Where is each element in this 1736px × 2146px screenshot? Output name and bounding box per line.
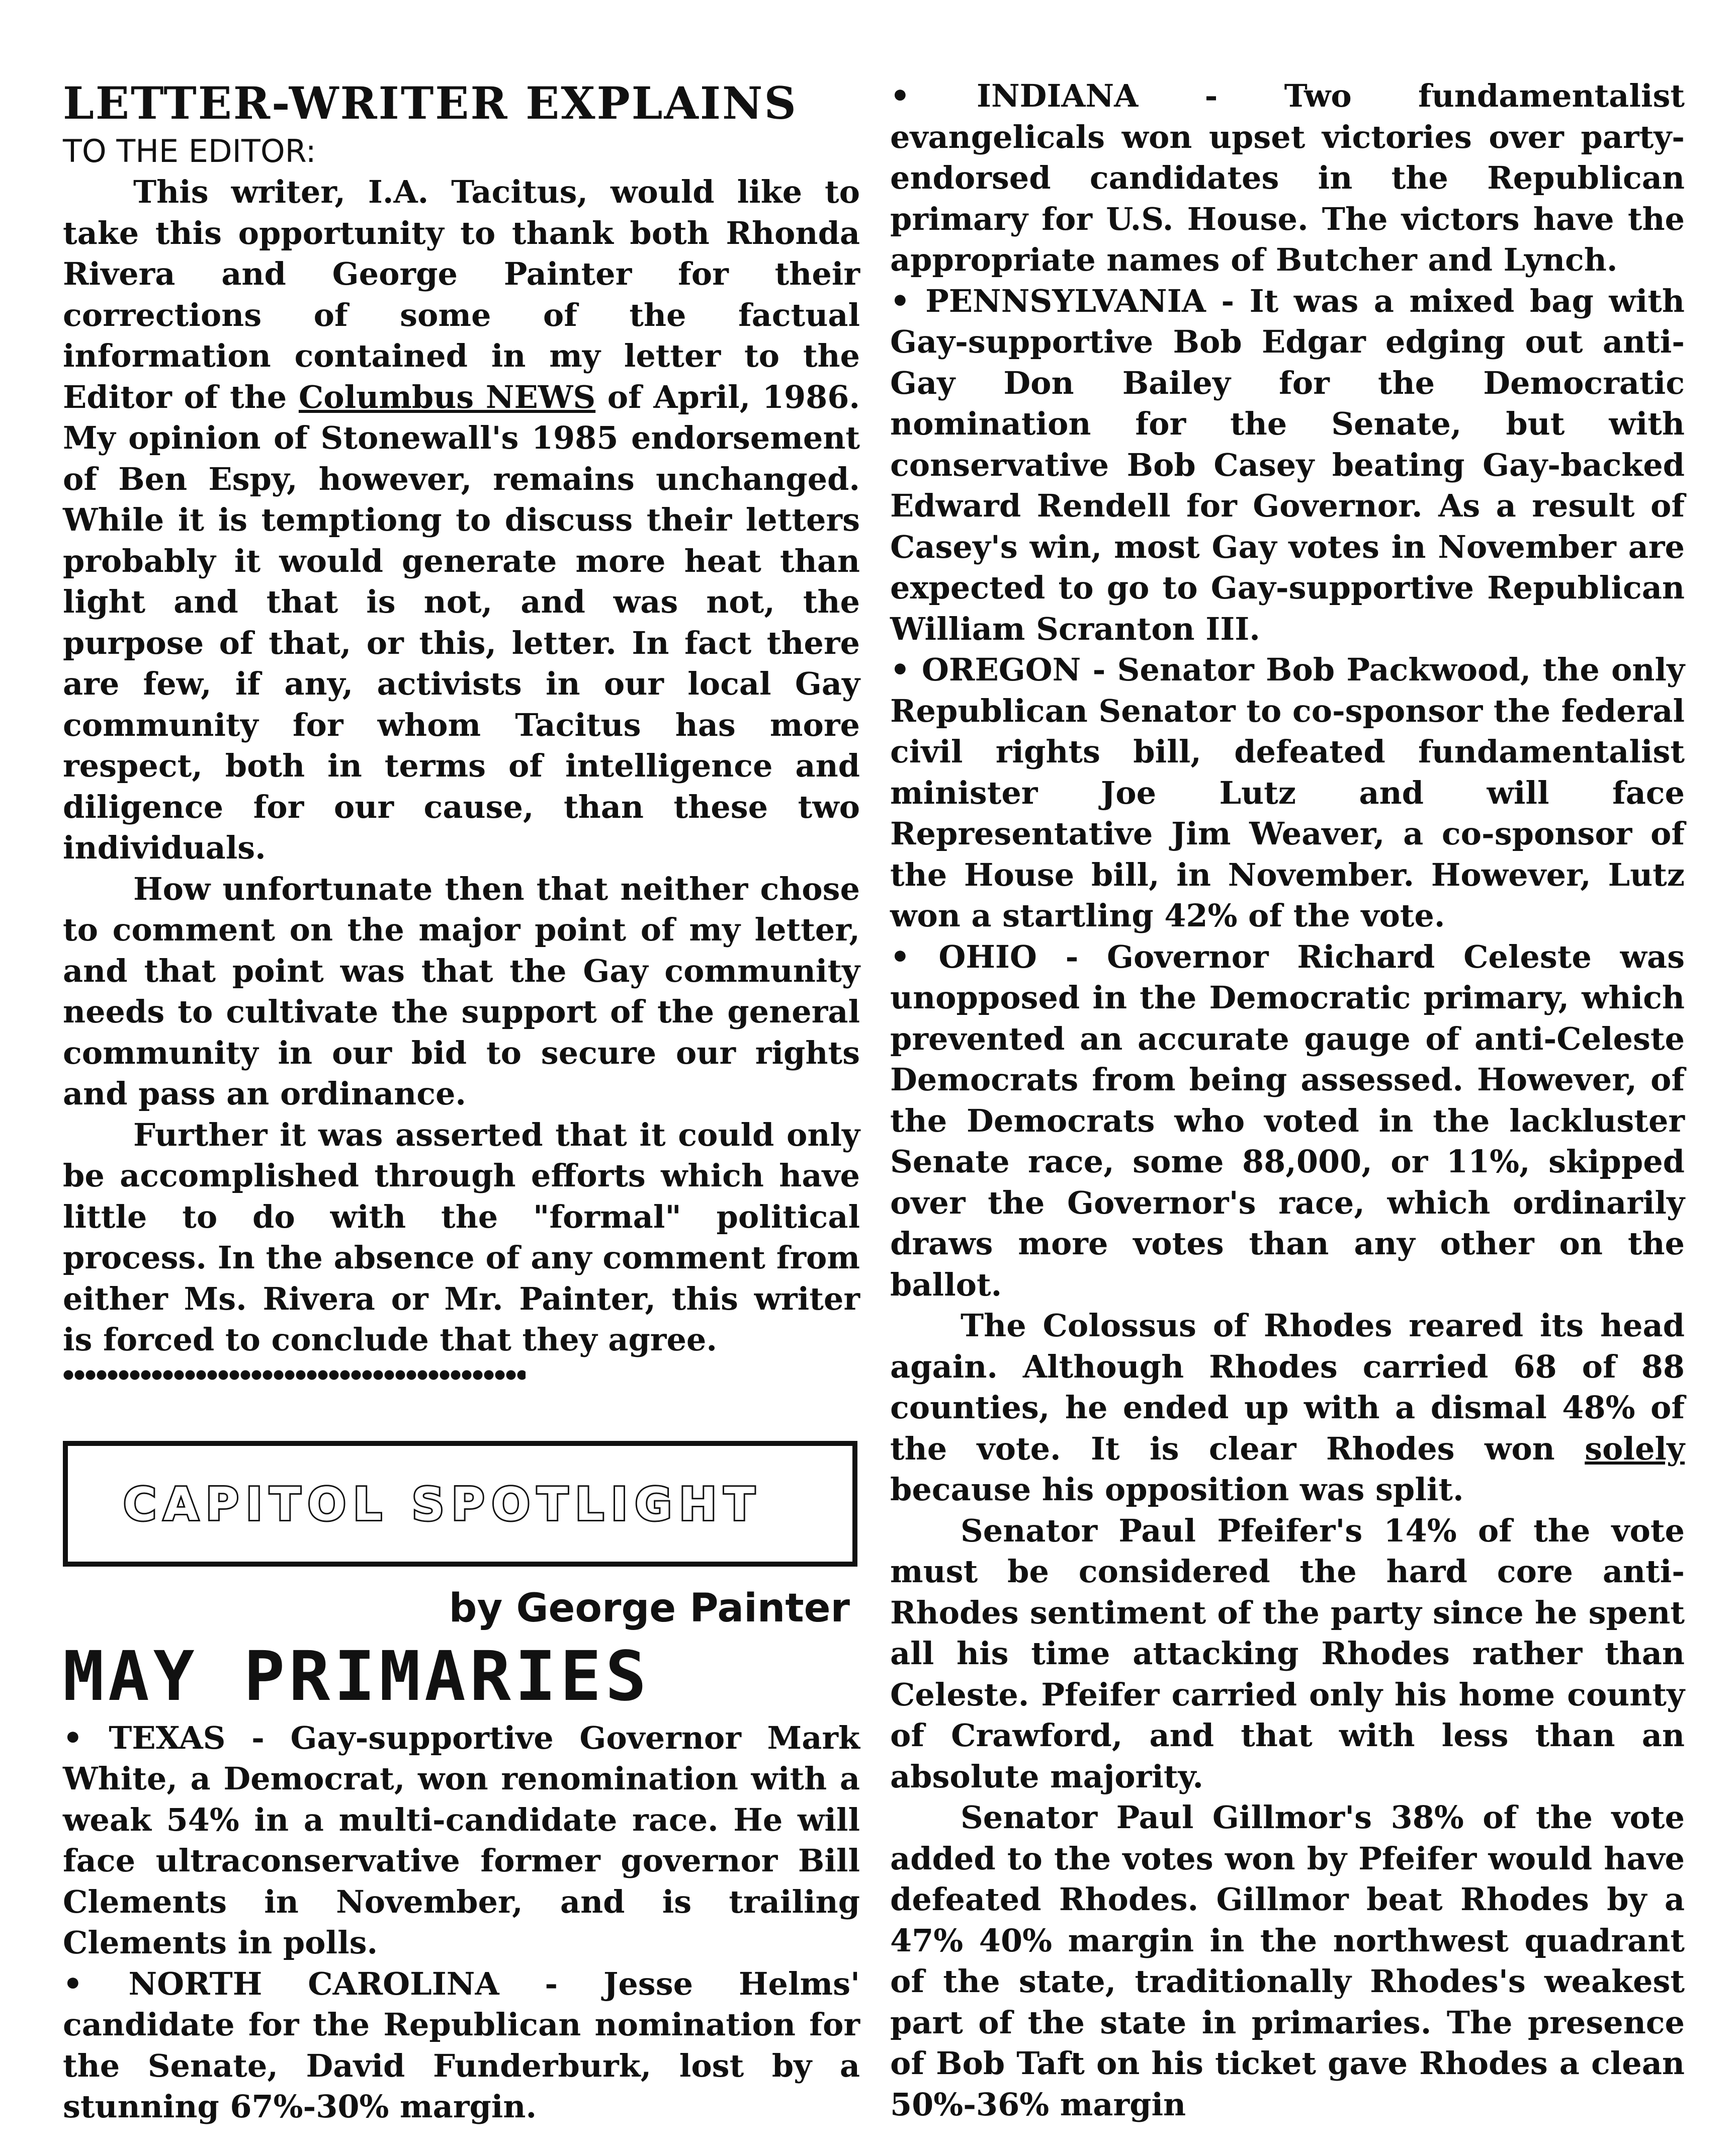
letter-p1-text-a: This writer, I.A. Tacitus, would like to take this opportunity to thank both Rhonda Rivera and George Painter for their corrections of some of the factual information contained in my letter to the Editor of the xyxy=(63,174,860,415)
letter-paragraph-3: Further it was asserted that it could only be accomplished through efforts which have little to do with the "formal" political process. In the absence of any comment from either Ms. Rivera or Mr. Painter, this writer is forced to conclude that they agree. xyxy=(63,1116,860,1358)
north-carolina-item: • NORTH CAROLINA - Jesse Helms' candidate for the Republican nomination for the Senate, David Funderburk, lost by a stunning 67%-30% margin. xyxy=(63,1965,860,2125)
emphasis-solely: solely xyxy=(1585,1430,1685,1467)
publication-name: Columbus NEWS xyxy=(298,378,596,415)
ohio-item: • OHIO - Governor Richard Celeste was unopposed in the Democratic primary, which prevented an accurate gauge of anti-Celeste Democrats from being assessed. However, of the Democrats who voted in the lackluster Senate race, some 88,000, or 11%, skipped over the Governor's race, which ordinarily draws more votes than any other on the ballot. xyxy=(890,938,1685,1303)
right-column xyxy=(890,75,1685,2125)
dotted-divider xyxy=(63,1369,526,1381)
indiana-item: • INDIANA - Two fundamentalist evangelicals won upset victories over party-endorsed candidates in the Republican primary for U.S. House. The victors have the appropriate names of Butcher and Lynch. xyxy=(890,77,1685,278)
pennsylvania-item: • PENNSYLVANIA - It was a mixed bag with Gay-supportive Bob Edgar edging out anti-Gay Don Bailey for the Democratic nomination for the Senate, but with conservative Bob Casey beating Gay-backed Edward Rendell for Governor. As a result of Casey's win, most Gay votes in November are expected to go to Gay-supportive Republican William Scranton III. xyxy=(890,282,1685,647)
ohio-analysis-paragraph-1 xyxy=(890,1305,1685,1510)
letter-paragraph-1 xyxy=(63,171,860,869)
ohio-analysis-paragraph-3: Senator Paul Gillmor's 38% of the vote added to the votes won by Pfeifer would have defeated Rhodes. Gillmor beat Rhodes by a 47% 40% margin in the northwest quadrant of the state, traditionally Rhodes's weakest part of the state in primaries. The presence of Bob Taft on his ticket gave Rhodes a clean 50%-36% margin xyxy=(890,1799,1685,2123)
capitol-spotlight-title: CAPITOL SPOTLIGHT xyxy=(123,1478,762,1531)
ohio-analysis-paragraph-2: Senator Paul Pfeifer's 14% of the vote must be considered the hard core anti-Rhodes sentiment of the party since he spent all his time attacking Rhodes rather than Celeste. Pfeifer carried only his home county of Crawford, and that with less than an absolute majority. xyxy=(890,1512,1685,1795)
letter-salutation: TO THE EDITOR: xyxy=(63,133,316,169)
section-heading: MAY PRIMARIES xyxy=(63,1637,651,1716)
oregon-item: • OREGON - Senator Bob Packwood, the only Republican Senator to co-sponsor the federal civil rights bill, defeated fundamentalist minister Joe Lutz and will face Representative Jim Weaver, a co-sponsor of the House bill, in November. However, Lutz won a startling 42% of the vote. xyxy=(890,651,1685,934)
letter-headline: LETTER-WRITER EXPLAINS xyxy=(63,77,798,129)
ohio-p1-text-b: because his opposition was split. xyxy=(890,1471,1464,1508)
capitol-spotlight-box xyxy=(63,1441,857,1567)
ohio-p1-text-a: The Colossus of Rhodes reared its head again. Although Rhodes carried 68 of 88 counties, he ended up with a dismal 48% of the vote. It is clear Rhodes won xyxy=(890,1307,1685,1467)
letter-p1-text-b: of April, 1986. My opinion of Stonewall's 1985 endorsement of Ben Espy, however, remains unchanged. While it is temptiong to discuss their letters probably it would generate more heat than light and that is not, and was not, the purpose of that, or this, letter. In fact there are few, if any, activists in our local Gay community for whom Tacitus has more respect, both in terms of intelligence and diligence for our cause, than these two individuals. xyxy=(63,378,860,866)
letter-paragraph-2: How unfortunate then that neither chose to comment on the major point of my letter, and that point was that the Gay community needs to cultivate the support of the general community in our bid to secure our rights and pass an ordinance. xyxy=(63,870,860,1112)
left-column xyxy=(63,75,860,2127)
texas-item: • TEXAS - Gay-supportive Governor Mark White, a Democrat, won renomination with a weak 54% in a multi-candidate race. He will face ultraconservative former governor Bill Clements in November, and is trailing Clements in polls. xyxy=(63,1719,860,1961)
byline: by George Painter xyxy=(449,1585,850,1631)
